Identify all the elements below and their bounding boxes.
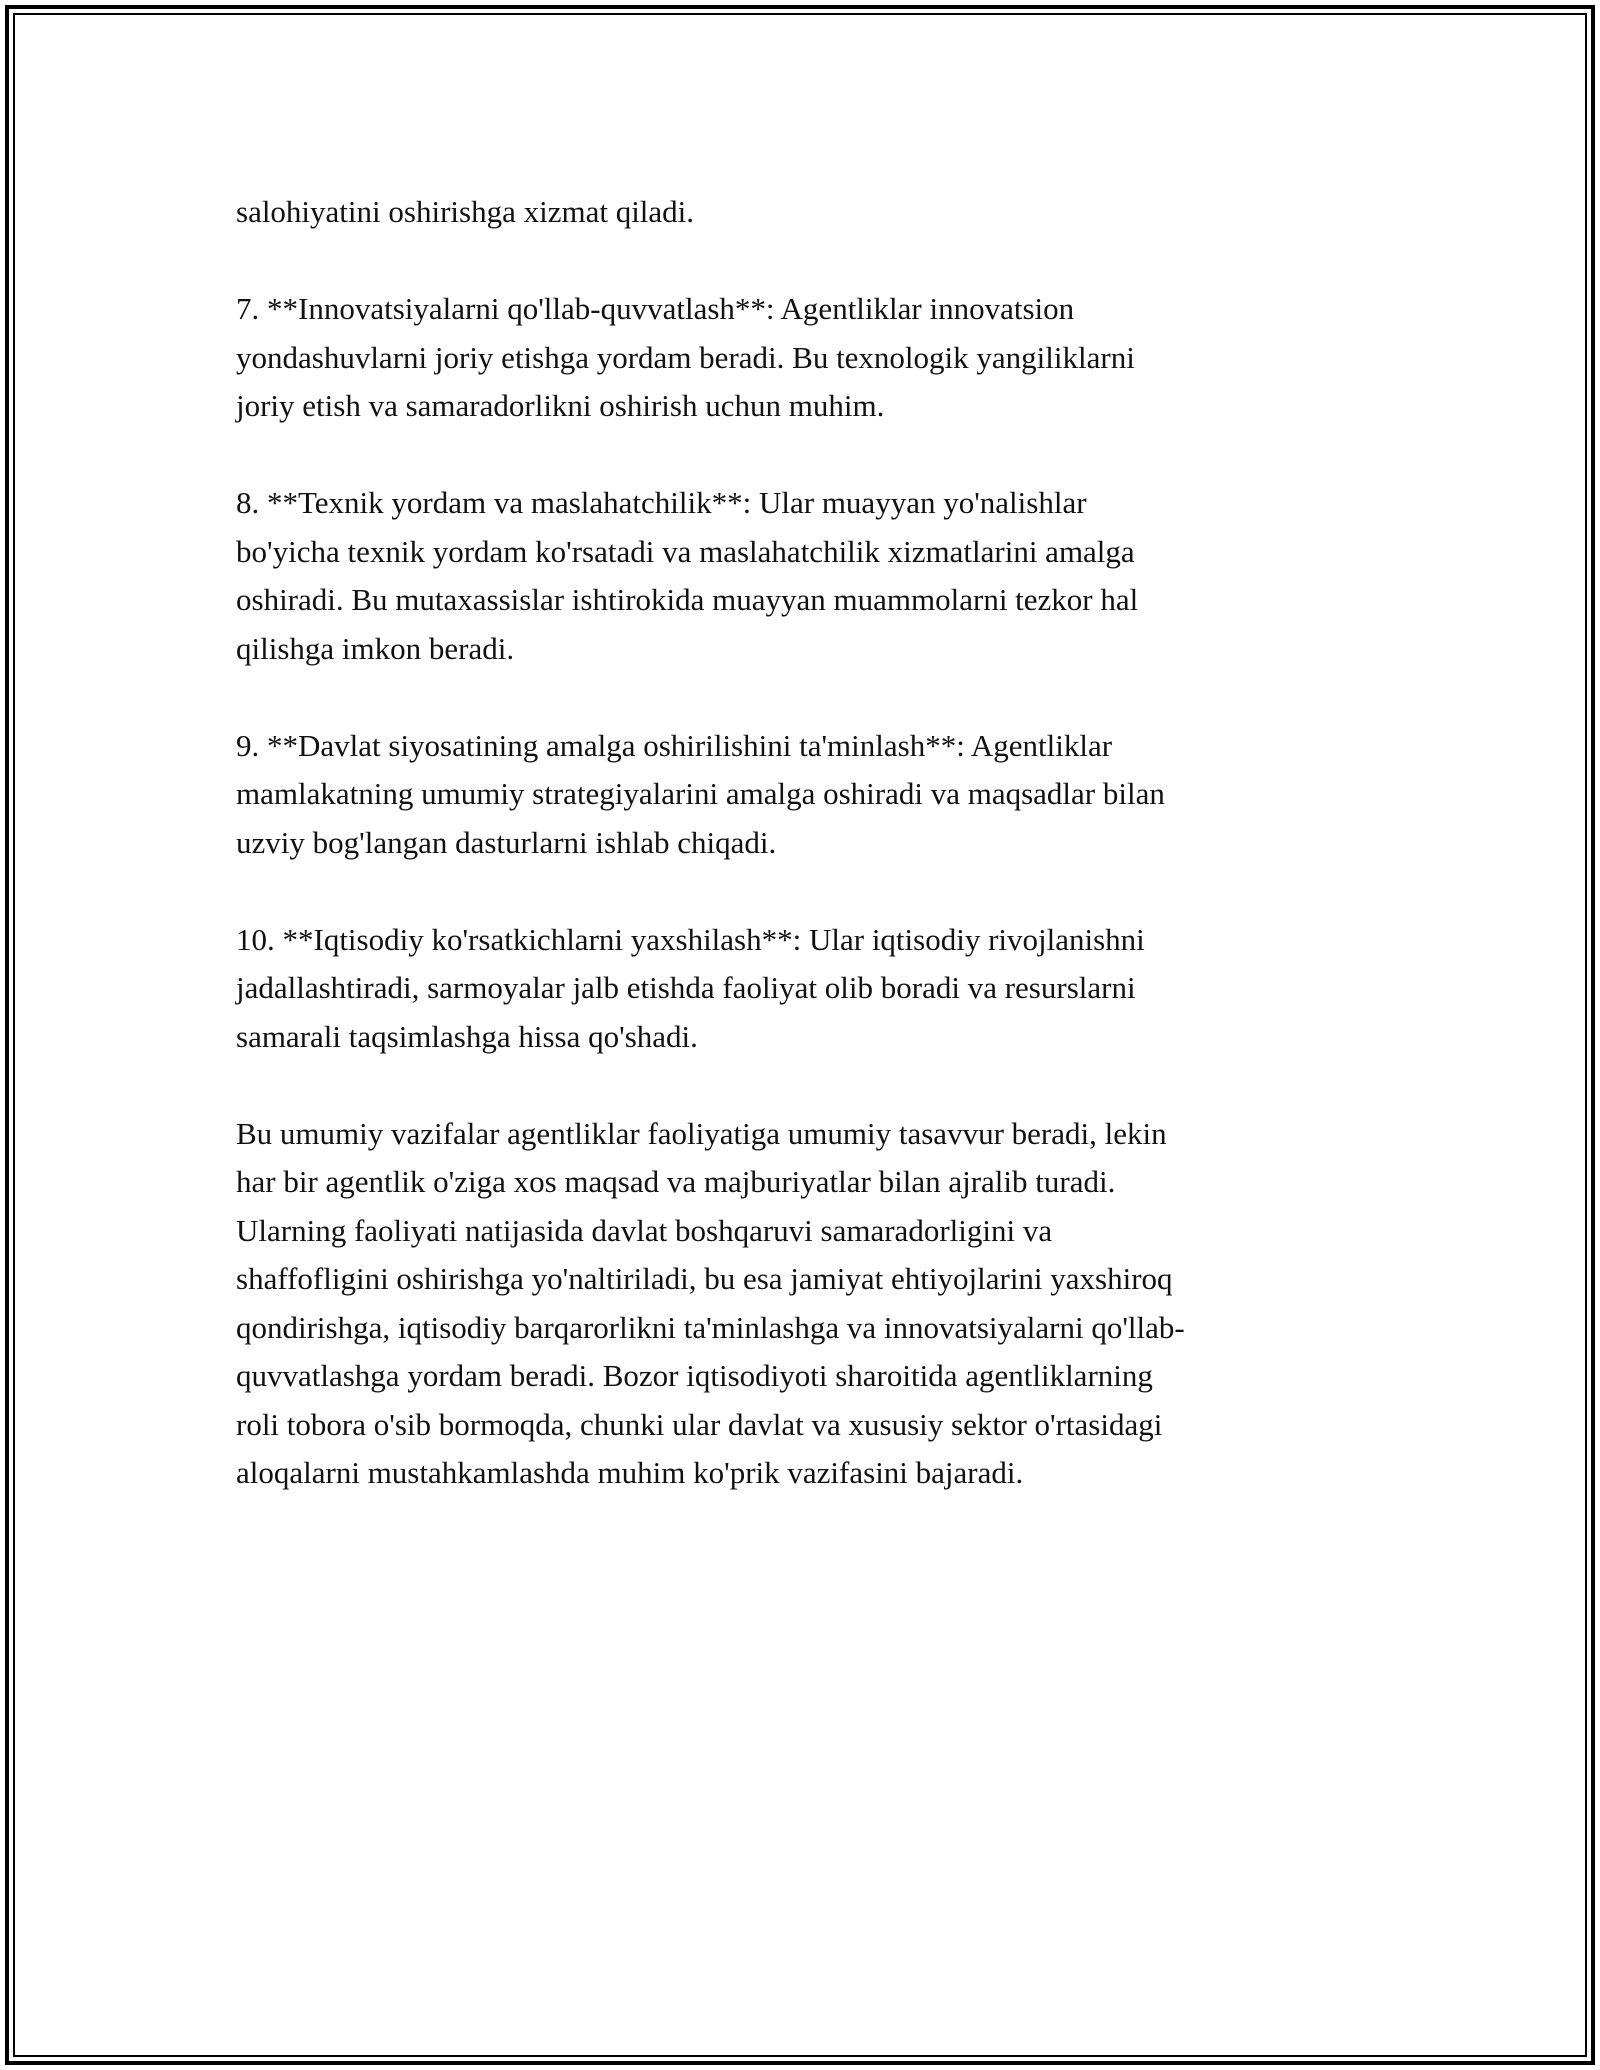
paragraph-conclusion — [236, 1110, 1366, 1498]
document-body — [236, 188, 1366, 1546]
text-line: qondirishga, iqtisodiy barqarorlikni ta'minlashga va innovatsiyalarni qo'llab- — [236, 1309, 1185, 1345]
text-line: mamlakatning umumiy strategiyalarini amalga oshiradi va maqsadlar bilan — [236, 776, 1165, 811]
text-line: qilishga imkon beradi. — [236, 630, 515, 666]
text-line: jadallashtiradi, sarmoyalar jalb etishda faoliyat olib boradi va resurslarni — [236, 970, 1136, 1005]
text-line: bo'yicha texnik yordam ko'rsatadi va maslahatchilik xizmatlarini amalga — [236, 533, 1135, 569]
text-line: Ularning faoliyati natijasida davlat boshqaruvi samaradorligini va — [236, 1212, 1053, 1248]
text-line: samarali taqsimlashga hissa qo'shadi. — [236, 1018, 698, 1054]
text-line: joriy etish va samaradorlikni oshirish uchun muhim. — [236, 388, 885, 423]
text-line: shaffofligini oshirishga yo'naltiriladi, bu esa jamiyat ehtiyojlarini yaxshiroq — [236, 1261, 1173, 1296]
text-line: oshiradi. Bu mutaxassislar ishtirokida muayyan muammolarni tezkor hal — [236, 582, 1139, 617]
text-line: aloqalarni mustahkamlashda muhim ko'prik vazifasini bajaradi. — [236, 1455, 1024, 1490]
text-line: quvvatlashga yordam beradi. Bozor iqtisodiyoti sharoitida agentliklarning — [236, 1358, 1153, 1393]
text-line: Bu umumiy vazifalar agentliklar faoliyatiga umumiy tasavvur beradi, lekin — [236, 1115, 1167, 1151]
text-line: 10. **Iqtisodiy ko'rsatkichlarni yaxshilash**: Ular iqtisodiy rivojlanishni — [236, 921, 1145, 957]
paragraph-item-7 — [236, 285, 1366, 431]
text-line: yondashuvlarni joriy etishga yordam beradi. Bu texnologik yangiliklarni — [236, 339, 1135, 375]
text-line: 7. **Innovatsiyalarni qo'llab-quvvatlash**: Agentliklar innovatsion — [236, 291, 1075, 326]
text-line: 8. **Texnik yordam va maslahatchilik**: Ular muayyan yo'nalishlar — [236, 485, 1087, 520]
paragraph-item-9 — [236, 722, 1366, 868]
text-line: har bir agentlik o'ziga xos maqsad va majburiyatlar bilan ajralib turadi. — [236, 1164, 1116, 1199]
text-line: roli tobora o'sib bormoqda, chunki ular davlat va xususiy sektor o'rtasidagi — [236, 1406, 1163, 1442]
text-line: 9. **Davlat siyosatining amalga oshirilishini ta'minlash**: Agentliklar — [236, 727, 1113, 763]
paragraph-item-10 — [236, 916, 1366, 1062]
paragraph-item-8 — [236, 479, 1366, 673]
paragraph-continuation — [236, 188, 1366, 237]
text-line: uzviy bog'langan dasturlarni ishlab chiqadi. — [236, 824, 777, 860]
text-line: salohiyatini oshirishga xizmat qiladi. — [236, 194, 695, 229]
